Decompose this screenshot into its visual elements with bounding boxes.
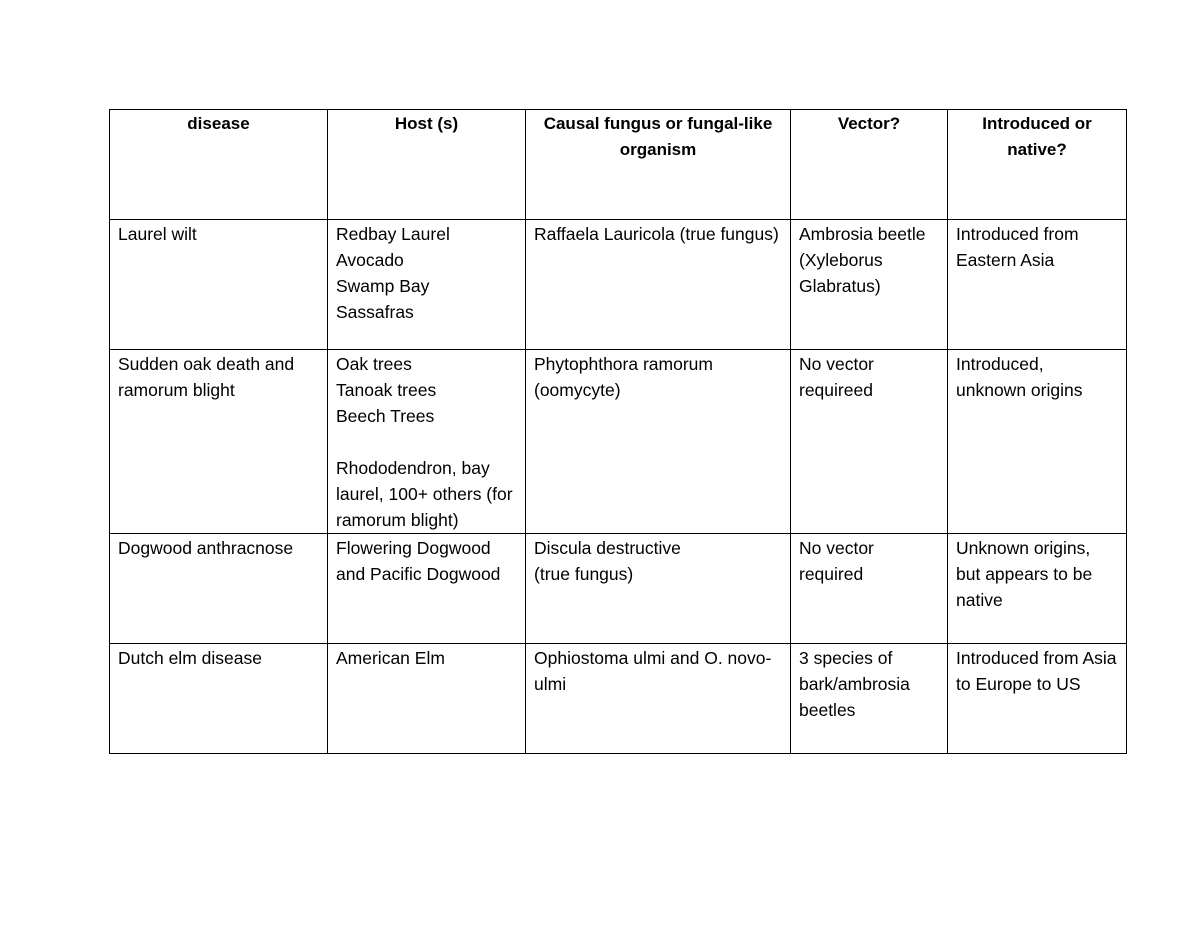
cell-origin: Introduced, unknown origins <box>948 350 1127 534</box>
cell-hosts <box>328 350 526 534</box>
table-row <box>110 350 1127 534</box>
organism-line: Discula destructive <box>534 538 681 558</box>
host-item: Redbay Laurel <box>336 224 450 244</box>
cell-disease: Dutch elm disease <box>110 644 328 754</box>
cell-disease: Laurel wilt <box>110 220 328 350</box>
organism-line: (true fungus) <box>534 564 634 584</box>
cell-organism: Raffaela Lauricola (true fungus) <box>526 220 791 350</box>
header-vector: Vector? <box>791 110 948 220</box>
table-header-row <box>110 110 1127 220</box>
cell-organism: Ophiostoma ulmi and O. novo- ulmi <box>526 644 791 754</box>
host-item: Oak trees <box>336 354 412 374</box>
header-hosts: Host (s) <box>328 110 526 220</box>
header-origin: Introduced or native? <box>948 110 1127 220</box>
host-item: Sassafras <box>336 302 414 322</box>
host-item: Swamp Bay <box>336 276 430 296</box>
table-row <box>110 220 1127 350</box>
disease-table <box>109 109 1127 754</box>
header-disease: disease <box>110 110 328 220</box>
cell-origin: Introduced from Eastern Asia <box>948 220 1127 350</box>
header-organism: Causal fungus or fungal-like organism <box>526 110 791 220</box>
cell-origin: Introduced from Asia to Europe to US <box>948 644 1127 754</box>
cell-vector: Ambrosia beetle (Xyleborus Glabratus) <box>791 220 948 350</box>
cell-hosts: American Elm <box>328 644 526 754</box>
host-extra: Rhododendron, bay laurel, 100+ others (for ramorum blight) <box>336 458 518 530</box>
cell-organism: Phytophthora ramorum (oomycyte) <box>526 350 791 534</box>
cell-hosts: Flowering Dogwood and Pacific Dogwood <box>328 534 526 644</box>
cell-vector: No vector required <box>791 534 948 644</box>
cell-vector: No vector requireed <box>791 350 948 534</box>
host-item: Beech Trees <box>336 406 435 426</box>
spacer <box>336 429 517 455</box>
host-item: Tanoak trees <box>336 380 437 400</box>
cell-disease: Sudden oak death and ramorum blight <box>110 350 328 534</box>
host-item: Avocado <box>336 250 404 270</box>
table-row <box>110 644 1127 754</box>
cell-hosts <box>328 220 526 350</box>
table-row <box>110 534 1127 644</box>
cell-origin: Unknown origins, but appears to be native <box>948 534 1127 644</box>
cell-disease: Dogwood anthracnose <box>110 534 328 644</box>
cell-organism <box>526 534 791 644</box>
cell-vector: 3 species of bark/ambrosia beetles <box>791 644 948 754</box>
